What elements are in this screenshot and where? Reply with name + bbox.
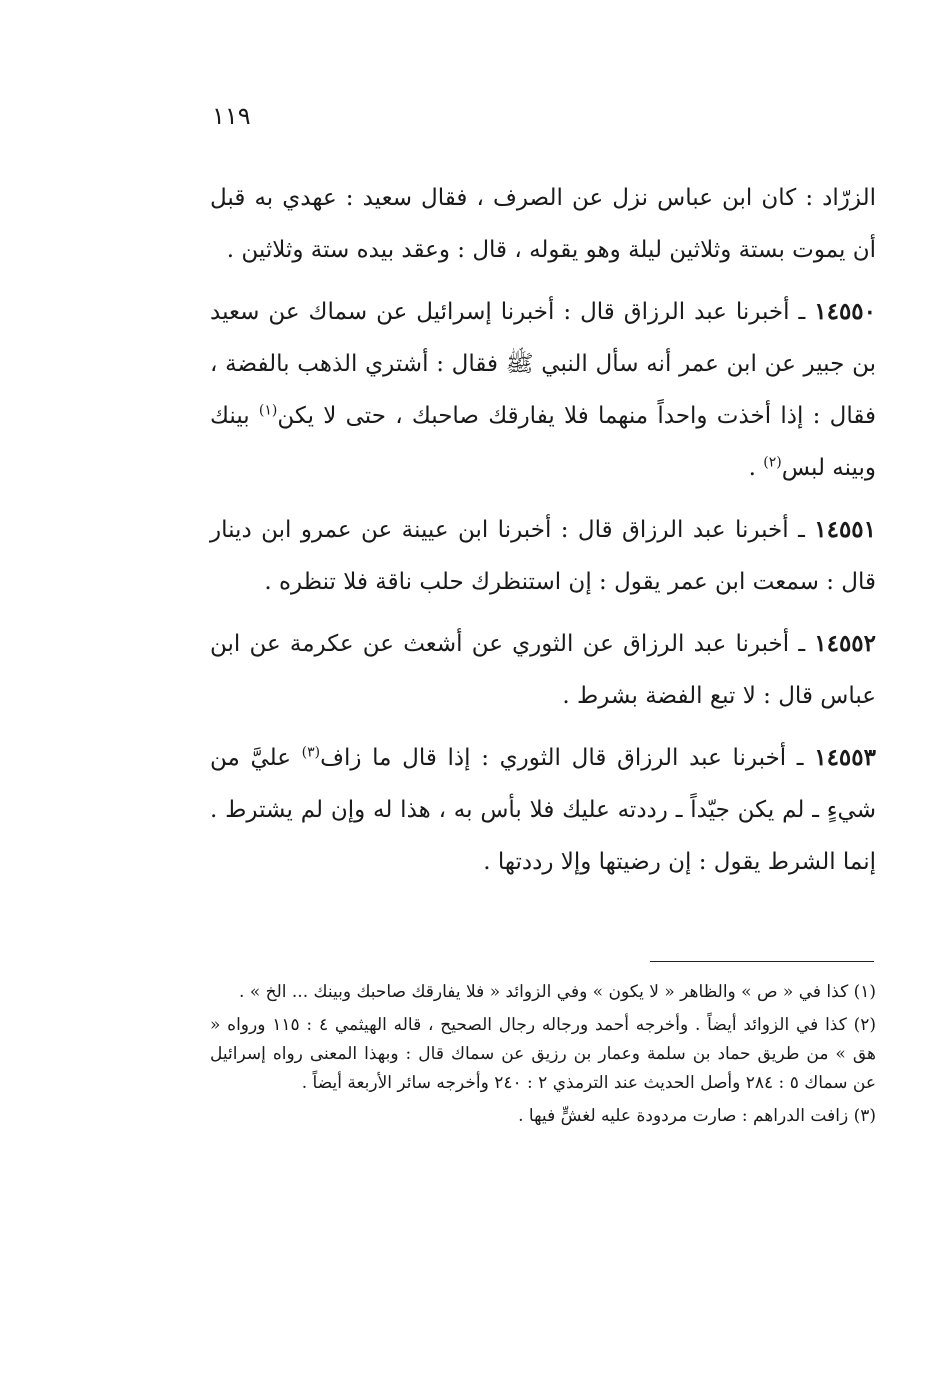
hadith-number: ١٤٥٥٢	[814, 630, 877, 657]
footnote-1: (١) كذا في « ص » والظاهر « لا يكون » وفي الزوائد « فلا يفارقك صاحبك وبينك ... الخ » .	[239, 982, 876, 1002]
footnote-ref: (١)	[258, 402, 278, 419]
hadith-number: ١٤٥٥٠	[814, 298, 877, 325]
hadith-14553	[210, 732, 876, 888]
hadith-text-cont: بينك وبينه لبس	[210, 403, 876, 481]
hadith-text: ـ أخبرنا عبد الرزاق قال الثوري : إذا قال ما زاف	[320, 745, 804, 771]
hadith-text: ـ أخبرنا عبد الرزاق قال : أخبرنا ابن عيينة عن عمرو ابن دينار قال : سمعت ابن عمر يقول : إن استنظرك حلب ناقة فلا تنظره .	[210, 517, 876, 595]
hadith-text-cont: عليَّ من شيءٍ ـ لم يكن جيّداً ـ رددته عليك فلا بأس به ، هذا له وإن لم يشترط . إنما الشرط يقول : إن رضيتها وإلا رددتها .	[210, 745, 876, 875]
footnote-ref: (٢)	[763, 454, 782, 471]
paragraph	[210, 172, 876, 276]
paragraph-text: الزرّاد : كان ابن عباس نزل عن الصرف ، فقال سعيد : عهدي به قبل أن يموت بستة وثلاثين ليلة وهو يقوله ، قال : وعقد بيده ستة وثلاثين .	[210, 185, 877, 263]
footnote-3: (٣) زافت الدراهم : صارت مردودة عليه لغشٍّ فيها .	[518, 1106, 876, 1126]
hadith-14551	[210, 504, 876, 608]
hadith-text: ـ أخبرنا عبد الرزاق عن الثوري عن أشعث عن عكرمة عن ابن عباس قال : لا تبع الفضة بشرط .	[210, 631, 876, 709]
page-number: ١١٩	[212, 102, 251, 130]
footnote-divider	[650, 961, 874, 962]
hadith-14552	[210, 618, 876, 722]
main-text	[210, 172, 876, 888]
hadith-number: ١٤٥٥٣	[814, 744, 876, 771]
footnote-2: (٢) كذا في الزوائد أيضاً . وأخرجه أحمد ورجاله رجال الصحيح ، قاله الهيثمي ٤ : ١١٥ ورواه « هق » من طريق حماد بن سلمة وعمار بن رزيق عن سماك قال : وبهذا المعنى رواه إسرائيل عن سماك ٥ : ٢٨٤ وأصل الحديث عند الترمذي ٢ : ٢٤٠ وأخرجه سائر الأربعة أيضاً .	[210, 1015, 877, 1093]
hadith-number: ١٤٥٥١	[814, 516, 877, 543]
footnote-ref: (٣)	[301, 744, 321, 761]
footnotes	[210, 978, 876, 1131]
hadith-text-end: .	[748, 455, 764, 481]
hadith-14550	[210, 286, 876, 494]
hadith-text: ـ أخبرنا عبد الرزاق قال : أخبرنا إسرائيل عن سماك عن سعيد بن جبير عن ابن عمر أنه سأل النبي ﷺ فقال : أشتري الذهب بالفضة ، فقال : إذا أخذت واحداً منهما فلا يفارقك صاحبك ، حتى لا يكن	[210, 299, 876, 429]
